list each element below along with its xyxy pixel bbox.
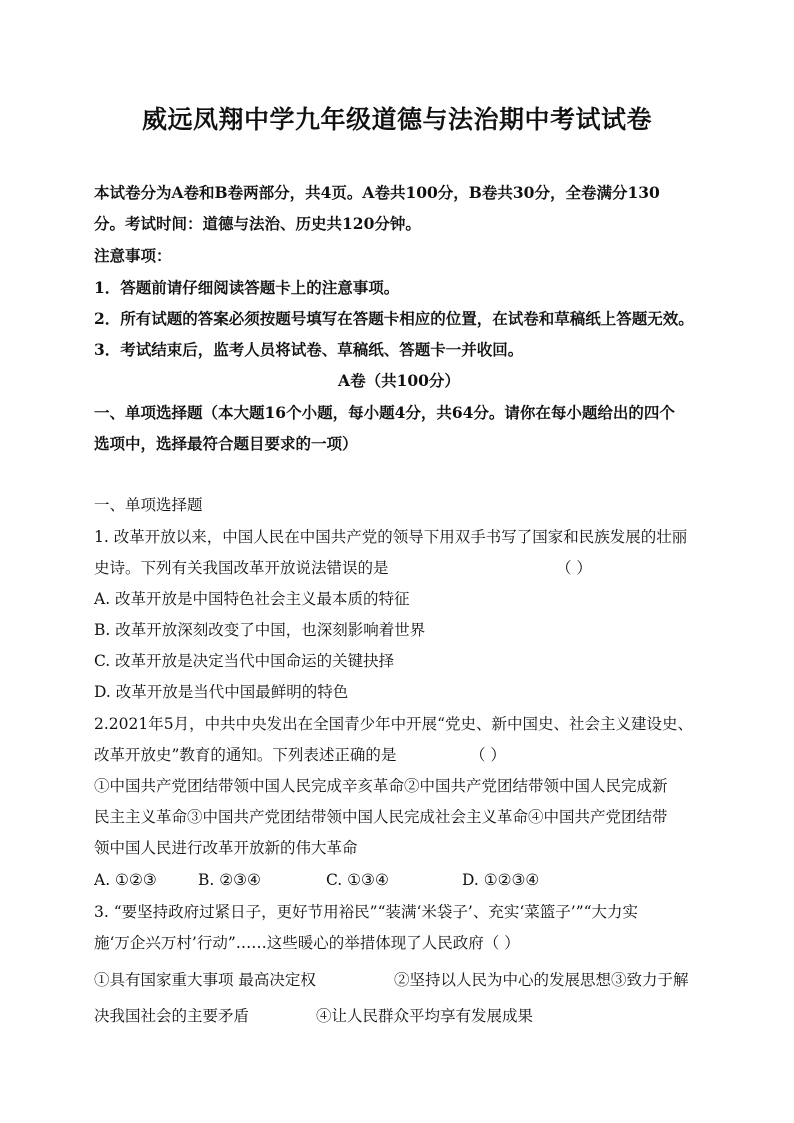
notes-heading: 注意事项： bbox=[94, 246, 172, 265]
exam-title: 威远凤翔中学九年级道德与法治期中考试试卷 bbox=[141, 105, 652, 134]
q2-option-d: D. ①②③④ bbox=[462, 871, 540, 889]
q1-option-a: A. 改革开放是中国特色社会主义最本质的特征 bbox=[94, 590, 410, 608]
q2-stem-1: 2.2021年5月，中共中央发出在全国青少年中开展“党史、新中国史、社会主义建设史、 bbox=[94, 715, 694, 733]
q1-stem-1: 1. 改革开放以来，中国人民在中国共产党的领导下用双手书写了国家和民族发展的壮丽 bbox=[94, 528, 688, 546]
q1-option-d: D. 改革开放是当代中国最鲜明的特色 bbox=[94, 683, 349, 701]
q2-body-3: 领中国人民进行改革开放新的伟大革命 bbox=[94, 839, 358, 857]
q2-option-a: A. ①②③ bbox=[94, 871, 157, 889]
section-a-heading: A卷（共100分） bbox=[338, 371, 460, 390]
q2-body-1: ①中国共产党团结带领中国人民完成辛亥革命②中国共产党团结带领中国人民完成新 bbox=[94, 777, 668, 795]
part1-label: 一、单项选择题 bbox=[94, 496, 203, 514]
q3-statement-1: ①具有国家重大事项 最高决定权 bbox=[94, 971, 316, 989]
q2-stem-2-text: 改革开放史”教育的通知。下列表述正确的是 bbox=[94, 746, 397, 764]
q3-stem-1: 3. “要坚持政府过紧日子，更好节用裕民”“装满‘米袋子’、充实‘菜篮子’”“大力实 bbox=[94, 903, 639, 921]
q1-option-c: C. 改革开放是决定当代中国命运的关键抉择 bbox=[94, 652, 395, 670]
q1-stem-2-text: 史诗。下列有关我国改革开放说法错误的是 bbox=[94, 559, 389, 577]
q2-answer-paren: （ ） bbox=[470, 746, 506, 764]
intro-line-2: 分。考试时间：道德与法治、历史共120分钟。 bbox=[94, 214, 421, 233]
q1-stem-2 bbox=[94, 557, 704, 579]
q2-option-c: C. ①③④ bbox=[326, 871, 389, 889]
part1-instruction-2: 选项中，选择最符合题目要求的一项） bbox=[94, 434, 358, 453]
note-1: 1．答题前请仔细阅读答题卡上的注意事项。 bbox=[94, 278, 400, 297]
q2-body-2: 民主主义革命③中国共产党团结带领中国人民完成社会主义革命④中国共产党团结带 bbox=[94, 808, 668, 826]
q2-stem-2 bbox=[94, 744, 704, 766]
q1-answer-paren: （ ） bbox=[556, 559, 592, 577]
q3-body-2 bbox=[94, 1005, 704, 1027]
q3-stem-2: 施‘万企兴万村’行动”……这些暖心的举措体现了人民政府（ ） bbox=[94, 934, 520, 952]
q3-statement-3-cont: 决我国社会的主要矛盾 bbox=[94, 1007, 250, 1025]
q3-statement-2-3: ②坚持以人民为中心的发展思想③致力于解 bbox=[394, 971, 689, 989]
note-2: 2．所有试题的答案必须按题号填写在答题卡相应的位置，在试卷和草稿纸上答题无效。 bbox=[94, 309, 694, 328]
q3-body-1 bbox=[94, 969, 704, 991]
intro-line-1: 本试卷分为A卷和B卷两部分，共4页。A卷共100分，B卷共30分，全卷满分130 bbox=[94, 183, 660, 202]
part1-instruction-1: 一、单项选择题（本大题16个小题，每小题4分，共64分。请你在每小题给出的四个 bbox=[94, 403, 675, 422]
q1-option-b: B. 改革开放深刻改变了中国，也深刻影响着世界 bbox=[94, 621, 426, 639]
q3-statement-4: ④让人民群众平均享有发展成果 bbox=[316, 1007, 534, 1025]
note-3: 3．考试结束后，监考人员将试卷、草稿纸、答题卡一并收回。 bbox=[94, 340, 524, 359]
q2-option-b: B. ②③④ bbox=[198, 871, 261, 889]
